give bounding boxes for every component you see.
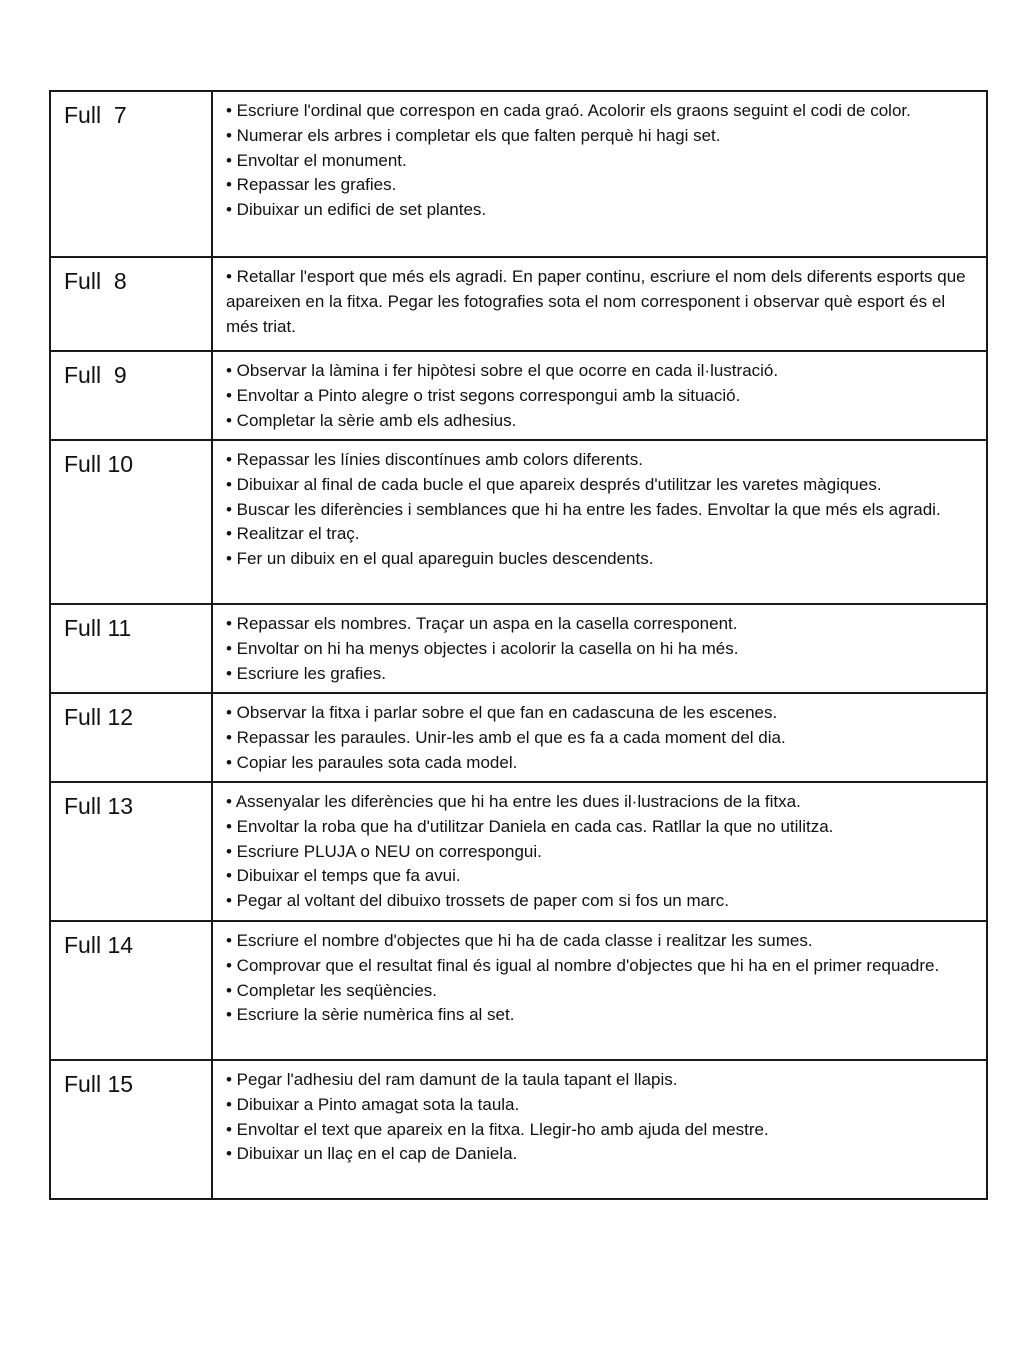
worksheet-table — [49, 90, 988, 1200]
activity-item: • Envoltar la roba que ha d'utilitzar Daniela en cada cas. Ratllar la que no utilitza. — [226, 816, 834, 836]
activity-item: • Copiar les paraules sota cada model. — [226, 752, 518, 772]
table-row — [50, 91, 987, 257]
table-row — [50, 604, 987, 693]
activity-item: • Numerar els arbres i completar els que falten perquè hi hagi set. — [226, 125, 721, 145]
activity-item: • Dibuixar el temps que fa avui. — [226, 866, 461, 886]
activity-item: • Repassar les paraules. Unir-les amb el que es fa a cada moment del dia. — [226, 727, 786, 747]
table-row — [50, 693, 987, 782]
activity-item: • Observar la làmina i fer hipòtesi sobre el que ocorre en cada il·lustració. — [226, 361, 779, 380]
sheet-label: Full 10 — [50, 440, 212, 604]
activity-item: • Pegar l'adhesiu del ram damunt de la taula tapant el llapis. — [226, 1070, 678, 1089]
activity-item: • Dibuixar al final de cada bucle el que apareix després d'utilitzar les varetes màgiques. — [226, 474, 882, 494]
activity-item: • Escriure PLUJA o NEU on correspongui. — [226, 841, 542, 861]
sheet-label: Full 14 — [50, 921, 212, 1060]
activity-list — [212, 91, 987, 257]
activity-item: • Comprovar que el resultat final és igual al nombre d'objectes que hi ha en el primer requadre. — [226, 955, 940, 975]
activity-item: • Observar la fitxa i parlar sobre el que fan en cadascuna de les escenes. — [226, 703, 778, 722]
activity-item: • Buscar les diferències i semblances que hi ha entre les fades. Envoltar la que més els agradi. — [226, 499, 941, 519]
activity-item: • Dibuixar un llaç en el cap de Daniela. — [226, 1144, 518, 1164]
activity-item: • Completar la sèrie amb els adhesius. — [226, 410, 517, 430]
activity-item: • Retallar l'esport que més els agradi. En paper continu, escriure el nom dels diferents esports que apareixen en la fitxa. Pegar les fotografies sota el nom corresponent i observar què esport és el més triat. — [226, 267, 966, 336]
activity-item: • Envoltar el text que apareix en la fitxa. Llegir-ho amb ajuda del mestre. — [226, 1119, 769, 1139]
activity-item: • Dibuixar a Pinto amagat sota la taula. — [226, 1094, 520, 1114]
activity-list — [212, 1060, 987, 1199]
activity-item: • Escriure el nombre d'objectes que hi ha de cada classe i realitzar les sumes. — [226, 931, 813, 950]
activity-item: • Fer un dibuix en el qual apareguin bucles descendents. — [226, 549, 654, 569]
activity-item: • Repassar les grafies. — [226, 175, 397, 195]
activity-item: • Escriure l'ordinal que correspon en cada graó. Acolorir els graons seguint el codi de color. — [226, 101, 911, 120]
sheet-label: Full 11 — [50, 604, 212, 693]
table-row — [50, 440, 987, 604]
activity-list — [212, 351, 987, 440]
activity-item: • Envoltar on hi ha menys objectes i acolorir la casella on hi ha més. — [226, 638, 739, 658]
activity-item: • Envoltar el monument. — [226, 150, 407, 170]
activity-item: • Pegar al voltant del dibuixo trossets de paper com si fos un marc. — [226, 891, 729, 911]
activity-item: • Completar les seqüències. — [226, 980, 437, 1000]
table-row — [50, 351, 987, 440]
activity-list — [212, 604, 987, 693]
sheet-label: Full 9 — [50, 351, 212, 440]
sheet-label: Full 15 — [50, 1060, 212, 1199]
activity-item: • Dibuixar un edifici de set plantes. — [226, 200, 487, 220]
sheet-label: Full 13 — [50, 782, 212, 921]
table-row — [50, 257, 987, 351]
activity-item: • Assenyalar les diferències que hi ha entre les dues il·lustracions de la fitxa. — [226, 792, 801, 811]
activity-list — [212, 921, 987, 1060]
table-row — [50, 1060, 987, 1199]
activity-item: • Envoltar a Pinto alegre o trist segons correspongui amb la situació. — [226, 385, 741, 405]
activity-list — [212, 782, 987, 921]
activity-item: • Escriure les grafies. — [226, 663, 386, 683]
activity-item: • Repassar les línies discontínues amb colors diferents. — [226, 450, 643, 469]
activity-list — [212, 693, 987, 782]
activity-item: • Escriure la sèrie numèrica fins al set. — [226, 1005, 515, 1025]
sheet-label: Full 7 — [50, 91, 212, 257]
sheet-label: Full 12 — [50, 693, 212, 782]
table-row — [50, 921, 987, 1060]
activity-list — [212, 440, 987, 604]
sheet-label: Full 8 — [50, 257, 212, 351]
activity-item: • Repassar els nombres. Traçar un aspa en la casella corresponent. — [226, 614, 738, 633]
table-row — [50, 782, 987, 921]
activity-item: • Realitzar el traç. — [226, 524, 360, 544]
activity-list — [212, 257, 987, 351]
